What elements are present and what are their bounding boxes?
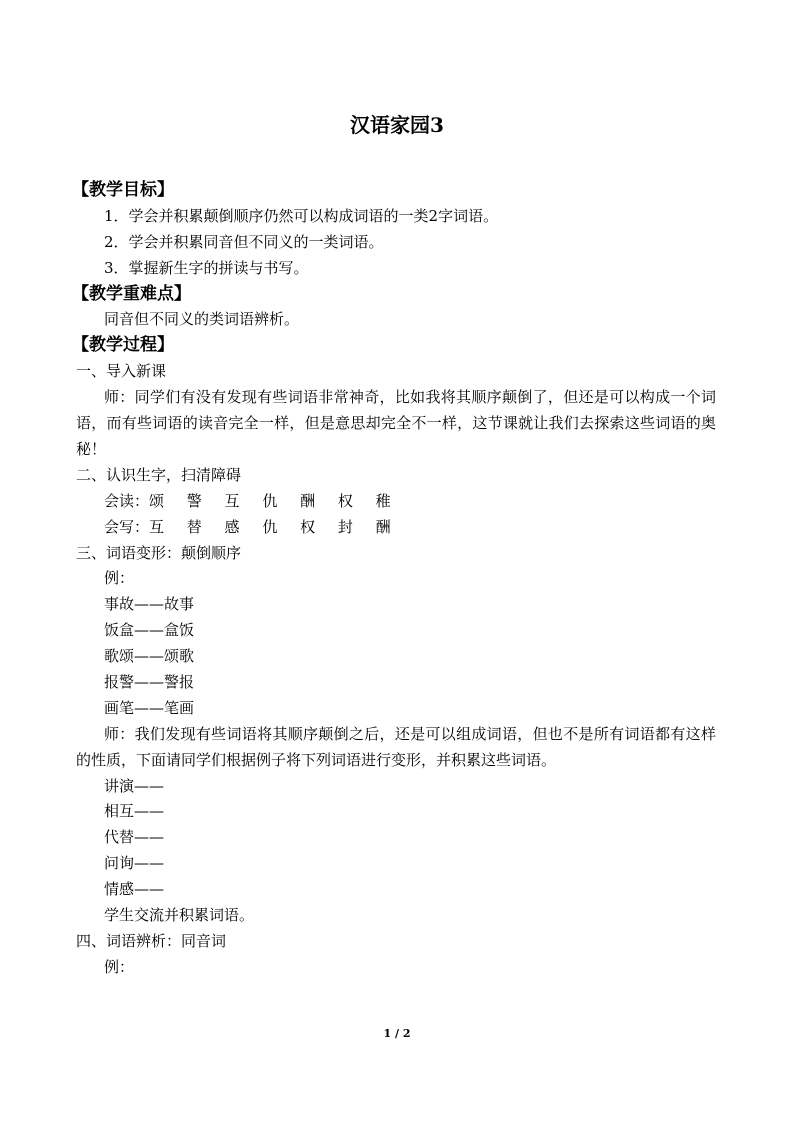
write-chars: 互 替 感 仇 权 封 酬: [149, 517, 400, 536]
page-title: 汉语家园3: [350, 113, 444, 137]
step1-paragraph: 师：同学们有没有发现有些词语非常神奇，比如我将其顺序颠倒了，但还是可以构成一个词语，而有些词语的读音完全一样，但是意思却完全不一样，这节课就让我们去探索这些词语的奥秘！: [76, 388, 716, 458]
exercise-item: 讲演——: [104, 776, 165, 795]
example-pair: 歌颂——颂歌: [104, 647, 195, 666]
goals-heading: 【教学目标】: [72, 180, 174, 200]
key-text: 同音但不同义的类词语辨析。: [104, 310, 300, 329]
example-pair: 报警——警报: [104, 672, 195, 691]
goal-item: 2．学会并积累同音但不同义的一类词语。: [104, 232, 384, 251]
process-heading: 【教学过程】: [72, 335, 174, 356]
step1-title: 一、导入新课: [76, 362, 167, 381]
step3-paragraph: 师：我们发现有些词语将其顺序颠倒之后，还是可以组成词语，但也不是所有词语都有这样的性质，下面请同学们根据例子将下列词语进行变形，并积累这些词语。: [76, 724, 716, 769]
exercise-item: 情感——: [104, 880, 165, 899]
key-heading: 【教学重难点】: [72, 283, 191, 304]
read-chars: 颂 警 互 仇 酬 权 稚: [149, 491, 400, 510]
step2-title: 二、认识生字，扫清障碍: [76, 465, 242, 484]
example-pair: 饭盒——盒饭: [104, 621, 195, 640]
example-label: 例：: [104, 569, 135, 588]
document-body: [72, 178, 716, 981]
step4-title: 四、词语辨析：同音词: [76, 931, 227, 950]
write-label: 会写：: [104, 517, 150, 536]
exercise-item: 代替——: [104, 828, 165, 847]
read-row: [76, 489, 716, 515]
exercise-item: 问询——: [104, 854, 165, 873]
exchange-text: 学生交流并积累词语。: [104, 906, 255, 925]
goal-item: 3．掌握新生字的拼读与书写。: [104, 258, 309, 277]
example-pair: 事故——故事: [104, 595, 195, 614]
example-label-2: 例：: [104, 957, 135, 976]
read-label: 会读：: [104, 491, 150, 510]
page-number: 1 / 2: [383, 1027, 411, 1040]
exercise-item: 相互——: [104, 802, 165, 821]
goal-item: 1．学会并积累颠倒顺序仍然可以构成词语的一类2字词语。: [104, 206, 499, 225]
write-row: [76, 515, 716, 541]
step3-title: 三、词语变形：颠倒顺序: [76, 543, 242, 562]
example-pair: 画笔——笔画: [104, 698, 195, 717]
